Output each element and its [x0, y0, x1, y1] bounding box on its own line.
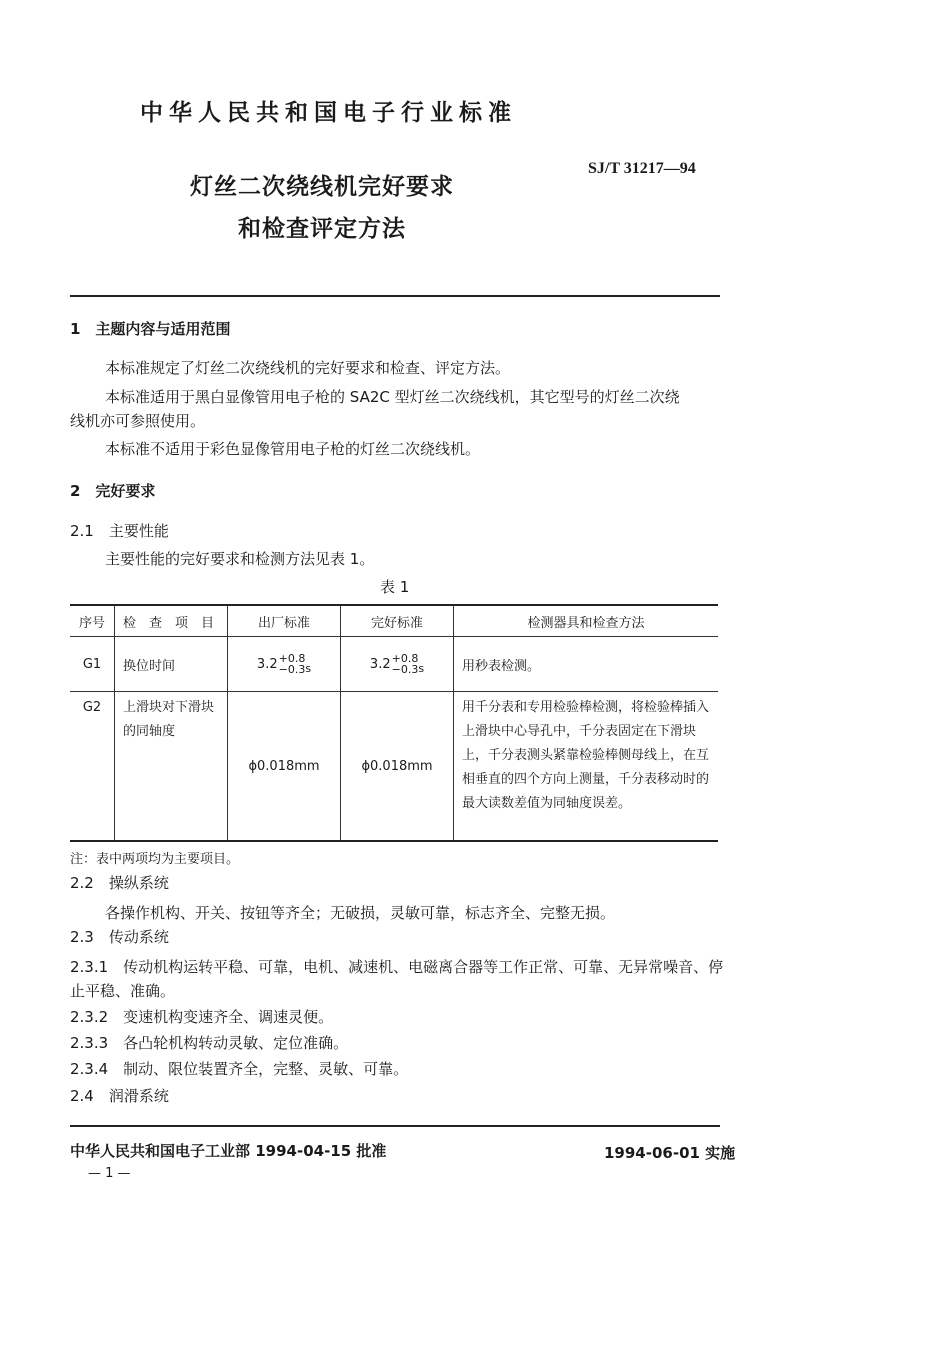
tolerance-upper: +0.8 — [391, 652, 419, 665]
page-number: — 1 — — [88, 1166, 131, 1181]
row-factory-standard: ϕ0.018mm — [228, 692, 341, 842]
col-header-number: 序号 — [70, 605, 115, 637]
section2-3-1-line1: 2.3.1 传动机构运转平稳、可靠，电机、减速机、电磁离合器等工作正常、可靠、无异常噪音、停 — [70, 958, 724, 976]
row-method: 用千分表和专用检验棒检测，将检验棒插入上滑块中心导孔中，千分表固定在下滑块上，千分表测头紧靠检验棒侧母线上，在互相垂直的四个方向上测量，千分表移动时的最大读数差值为同轴度误差。 — [454, 692, 719, 842]
table-row — [70, 637, 718, 692]
section2-heading: 2 完好要求 — [70, 482, 156, 500]
section2-3-3: 2.3.3 各凸轮机构转动灵敏、定位准确。 — [70, 1034, 349, 1052]
row-good-standard: ϕ0.018mm — [341, 692, 454, 842]
col-header-good-standard: 完好标准 — [341, 605, 454, 637]
section1-paragraph1: 本标准规定了灯丝二次绕线机的完好要求和检查、评定方法。 — [105, 359, 511, 377]
tolerance-upper: +0.8 — [278, 652, 306, 665]
section1-paragraph2-line1: 本标准适用于黑白显像管用电子枪的 SA2C 型灯丝二次绕线机，其它型号的灯丝二次绕 — [105, 388, 680, 406]
tolerance-value — [370, 653, 424, 675]
row-factory-standard — [228, 637, 341, 692]
section2-2-text: 各操作机构、开关、按钮等齐全；无破损，灵敏可靠，标志齐全、完整无损。 — [105, 904, 616, 922]
issuer-heading: 中华人民共和国电子行业标准 — [140, 100, 517, 126]
tolerance-base: 3.2 — [256, 656, 278, 672]
table-caption: 表 1 — [380, 578, 410, 596]
tolerance-base: 3.2 — [369, 656, 391, 672]
row-item: 换位时间 — [115, 637, 228, 692]
document-title-line2: 和检查评定方法 — [238, 216, 406, 242]
row-item — [115, 692, 228, 842]
section2-3-4: 2.3.4 制动、限位装置齐全，完整、灵敏、可靠。 — [70, 1060, 409, 1078]
section2-3-heading: 2.3 传动系统 — [70, 928, 169, 946]
header-divider — [70, 295, 720, 297]
section2-1-text: 主要性能的完好要求和检测方法见表 1。 — [105, 550, 375, 568]
section2-4-heading: 2.4 润滑系统 — [70, 1087, 169, 1105]
footer-divider — [70, 1125, 720, 1127]
col-header-factory-standard: 出厂标准 — [228, 605, 341, 637]
tolerance-limits — [392, 653, 419, 675]
tolerance-lower: −0.3 — [278, 663, 306, 676]
tolerance-unit: s — [305, 662, 312, 675]
table-header-row — [70, 605, 718, 637]
row-id: G1 — [70, 637, 115, 692]
row-id: G2 — [70, 692, 115, 842]
inspection-table — [70, 604, 718, 842]
section2-3-1-line2: 止平稳、准确。 — [70, 982, 176, 1000]
tolerance-limits — [279, 653, 306, 675]
approval-line: 中华人民共和国电子工业部 1994-04-15 批准 — [70, 1142, 387, 1160]
section1-heading: 1 主题内容与适用范围 — [70, 320, 231, 338]
row-good-standard — [341, 637, 454, 692]
implementation-date: 1994-06-01 实施 — [604, 1144, 736, 1162]
section2-3-2: 2.3.2 变速机构变速齐全、调速灵便。 — [70, 1008, 334, 1026]
tolerance-value — [257, 653, 311, 675]
section1-paragraph3: 本标准不适用于彩色显像管用电子枪的灯丝二次绕线机。 — [105, 440, 481, 458]
table-note: 注：表中两项均为主要项目。 — [70, 852, 240, 867]
standard-code: SJ/T 31217—94 — [588, 160, 696, 177]
table-row — [70, 692, 718, 842]
tolerance-unit: s — [418, 662, 425, 675]
row-item-text: 上滑块对下滑块的同轴度 — [123, 700, 215, 739]
section2-1-heading: 2.1 主要性能 — [70, 522, 169, 540]
section2-2-heading: 2.2 操纵系统 — [70, 874, 169, 892]
col-header-item: 检 查 项 目 — [115, 605, 228, 637]
tolerance-lower: −0.3 — [391, 663, 419, 676]
row-method: 用秒表检测。 — [454, 637, 719, 692]
section1-paragraph2-line2: 线机亦可参照使用。 — [70, 412, 206, 430]
document-title-line1: 灯丝二次绕线机完好要求 — [190, 174, 454, 200]
col-header-method: 检测器具和检查方法 — [454, 605, 719, 637]
